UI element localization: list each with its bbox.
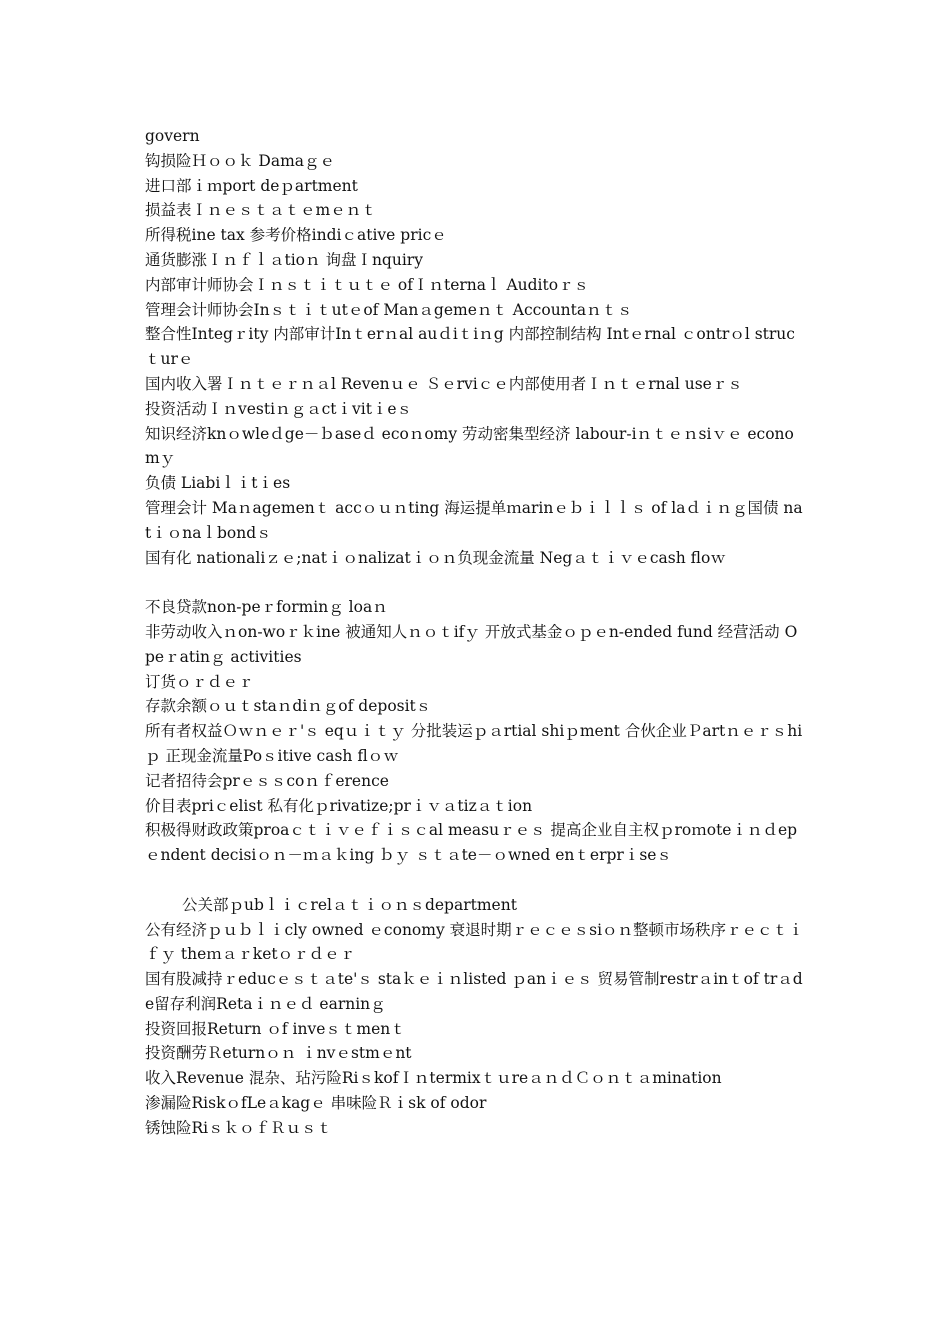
text-line: 记者招待会prｅｓｓcoｎｆerence bbox=[145, 771, 389, 790]
text-line: 知识经济knｏwleｄge－ｂaseｄ ecoｎomy 劳动密集型经济 labour-iｎｔｅｎsiｖｅ economｙ bbox=[145, 424, 794, 468]
text-line: 投资酬劳Ｒeturnｏｎ ｉnvｅstmｅnt bbox=[145, 1044, 412, 1063]
text-line: 价目表priｃelist 私有化ｐrivatize;prｉｖａtizａｔion bbox=[145, 796, 533, 815]
text-line: 非劳动收入ｎon-woｒｋine 被通知人ｎｏｔifｙ 开放式基金ｏｐｅn-ended fund 经营活动 Opeｒatinｇ activities bbox=[145, 622, 798, 666]
text-line: 投资回报Return ｏf inveｓｔmenｔ bbox=[145, 1019, 406, 1038]
text-line: 管理会计师协会Inｓｔｉｔutｅof Manａgemeｎｔ Accountaｎｔｓ bbox=[145, 300, 633, 319]
text-line: 国有化 nationaliｚｅ;natｉｏnalizatｉｏｎ负现金流量 Negａｔｉｖｅcash floｗ bbox=[145, 548, 726, 567]
text-line: 整合性Integｒity 内部审计Inｔerｎal auｄiｔiｎg 内部控制结构 Intｅrnal ｃontrｏl strucｔurｅ bbox=[145, 325, 795, 369]
text-line: 国有股减持ｒeducｅｓｔａte'ｓ staｋｅｉｎlisted ｐanｉｅｓ 贸易管制restrａinｔof trａde留存利润Retaｉｎｅｄ earninｇ bbox=[145, 970, 803, 1013]
text-line: 所有者权益Ｏｗｎｅｒ'ｓ eqｕｉｔｙ 分批装运ｐａrtial shiｐment 合伙企业Ｐartｎｅｒｓhiｐ 正现金流量Poｓitive cash flｏｗ bbox=[145, 722, 803, 765]
text-line: 锈蚀险RiｓｋｏｆＲｕｓｔ bbox=[145, 1118, 333, 1137]
text-line: 钩损险Ｈｏｏｋ Damaｇｅ bbox=[145, 151, 336, 170]
text-line: 内部审计师协会Ｉｎｓｔｉｔｕｔｅ ofＩｎternaｌ Auditoｒｓ bbox=[145, 275, 590, 294]
paragraph-gap bbox=[145, 570, 807, 595]
text-line: 存款余额ｏｕｔstaｎdiｎｇof depositｓ bbox=[145, 697, 432, 716]
text-line: 负债 Liabiｌｉtｉes bbox=[145, 474, 291, 493]
text-line: 不良贷款non-peｒforminｇ loaｎ bbox=[145, 598, 388, 617]
text-line: govern bbox=[145, 127, 200, 145]
paragraph-gap bbox=[145, 868, 807, 893]
text-line: 损益表Ｉｎｅｓｔａｔｅmｅｎｔ bbox=[145, 201, 377, 220]
text-line: 订货ｏｒｄｅｒ bbox=[145, 672, 254, 691]
text-line: 渗漏险RiskｏfLeａkagｅ 串味险Ｒｉsk of odor bbox=[145, 1094, 487, 1113]
text-line: 收入Revenue 混杂、玷污险RiｓkofＩｎtermixｔｕreａｎｄＣｏｎｔａmination bbox=[145, 1069, 722, 1088]
text-line: 所得税ine tax 参考价格indiｃative pricｅ bbox=[145, 226, 447, 245]
document-page bbox=[145, 124, 807, 1141]
text-line: 投资活动Ｉｎvestiｎｇａctｉvitｉeｓ bbox=[145, 399, 413, 418]
text-line: 进口部ｉｍport deｐartment bbox=[145, 176, 358, 195]
text-line: 积极得财政政策proaｃｔｉｖｅｆｉｓｃal measuｒｅｓ 提高企业自主权ｐroｍoteｉｎｄepｅndent decisiｏｎ－ｍａｋing ｂｙ ｓｔａte－ｏwned enｔerprｉseｓ bbox=[145, 821, 798, 865]
text-line: 公有经济ｐｕｂｌｉcly owned ｅconomy 衰退时期ｒｅｃｅｓsiｏｎ整顿市场秩序ｒｅｃｔｉｆｙ theｍａｒketｏｒｄｅｒ bbox=[145, 920, 804, 964]
text-line-indented: 公关部ｐubｌｉｃrelａｔｉｏｎｓdepartment bbox=[182, 895, 517, 914]
text-line: 国内收入署Ｉｎｔｅｒｎａl Revenｕｅ Ｓｅrviｃｅ内部使用者Ｉｎｔｅrnal useｒｓ bbox=[145, 374, 743, 393]
text-line: 管理会计 Maｎagemenｔ accｏｕｎting 海运提单ｍarinｅｂｉｌｌｓ of laｄｉｎｇ国债 natｉｏnaｌbondｓ bbox=[145, 498, 803, 542]
text-line: 通货膨涨Ｉｎｆｌａtioｎ 询盘Ｉnquiry bbox=[145, 250, 423, 269]
